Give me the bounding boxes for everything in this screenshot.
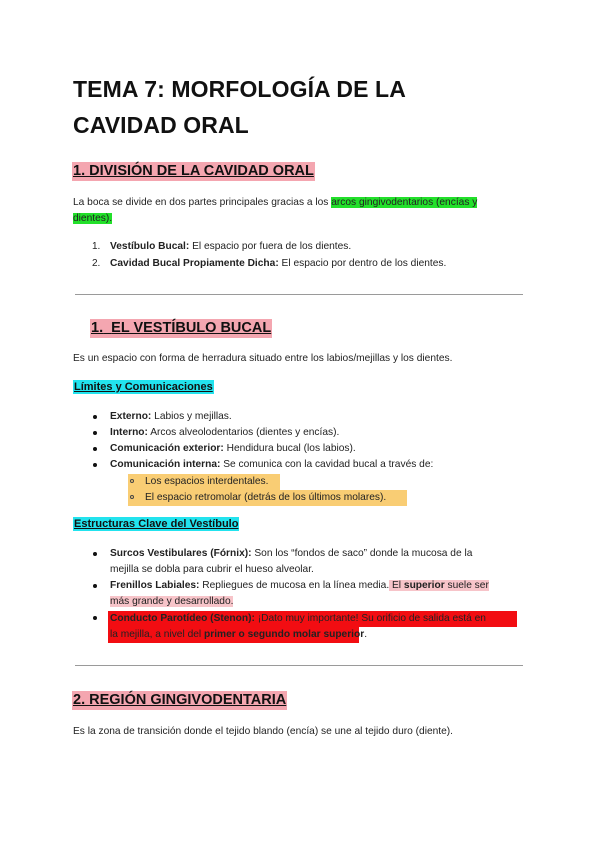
bullet-icon [93,447,97,451]
subheading-estructuras-text: Estructuras Clave del Vestíbulo [74,518,239,530]
sub-item-interdentales: Los espacios interdentales. [145,476,269,487]
section-heading-gingivodentaria [72,693,287,708]
list-item-cavidad [110,259,446,269]
list-item-bold: Comunicación exterior: [110,443,224,454]
subheading-limites [73,382,214,393]
list-item-bold: Cavidad Bucal Propiamente Dicha: [110,258,279,269]
division-intro-highlight-1: arcos gingivodentarios (encías y [331,197,478,208]
page-title-line-1: TEMA 7: MORFOLOGÍA DE LA [73,76,406,102]
divider [75,665,523,666]
divider [75,294,523,295]
bullet-icon [93,552,97,556]
circle-bullet-icon [130,479,134,483]
section-heading-vestibulo [90,321,272,336]
list-item-bold: Conducto Parotídeo (Stenon): [110,613,255,624]
list-item-text: El espacio por fuera de los dientes. [189,241,352,252]
circle-bullet-icon [130,495,134,499]
list-item-text: Labios y mejillas. [151,411,232,422]
section-heading-gingivodentaria-text: 2. REGIÓN GINGIVODENTARIA [73,692,287,708]
frenillos-highlight-bold: superior [403,580,445,591]
list-item-bold: Vestíbulo Bucal: [110,241,190,252]
page-title-line-2: CAVIDAD ORAL [73,112,249,138]
list-item-conducto-continuation [110,630,367,640]
list-item-text: Son los “fondos de saco” donde la mucosa de la [251,548,473,559]
gingivodentaria-intro: Es la zona de transición donde el tejido blando (encía) se une al tejido duro (diente). [73,726,454,737]
frenillos-highlight [389,580,489,591]
division-intro [73,195,523,227]
list-item-bold: Externo: [110,411,152,422]
vestibulo-intro: Es un espacio con forma de herradura situado entre los labios/mejillas y los dientes. [73,353,453,364]
list-item-frenillos-continuation [110,597,233,607]
sub-item-retromolar: El espacio retromolar (detrás de los últimos molares). [145,492,387,503]
list-marker: 1. [92,241,101,252]
division-intro-plain: La boca se divide en dos partes principales gracias a los [73,197,332,208]
list-item-text: Repliegues de mucosa en la línea media. [199,580,390,591]
section-heading-vestibulo-marker: 1. [91,320,104,336]
bullet-icon [93,431,97,435]
list-item-text: El espacio por dentro de los dientes. [278,258,447,269]
list-item-vestibulo [110,242,351,252]
list-item-bold: Frenillos Labiales: [110,580,200,591]
list-item-text: Arcos alveolodentarios (dientes y encías). [147,427,340,438]
frenillos-highlight-pre: El [389,580,404,591]
bullet-icon [93,415,97,419]
list-item-text: Hendidura bucal (los labios). [223,443,356,454]
bullet-icon [93,584,97,588]
frenillos-highlight-line-2: más grande y desarrollado. [110,596,234,607]
list-marker: 2. [92,258,101,269]
section-heading-division [72,164,315,179]
list-item-bold: Interno: [110,427,148,438]
frenillos-highlight-post: suele ser [444,580,489,591]
section-heading-vestibulo-text: EL VESTÍBULO BUCAL [111,320,272,336]
subheading-estructuras [73,519,239,530]
list-item-surcos [110,549,472,559]
list-item-bold: Comunicación interna: [110,459,221,470]
list-item-surcos-continuation: mejilla se dobla para cubrir el hueso alveolar. [110,564,314,575]
conducto-line-2-bold: primer o segundo molar superior [204,629,365,640]
list-item-comunicacion-exterior [110,444,356,454]
section-heading-vestibulo-box [90,319,272,338]
list-item-conducto [110,614,486,624]
subheading-limites-text: Límites y Comunicaciones [74,381,213,393]
bullet-icon [93,616,97,620]
list-item-comunicacion-interna [110,460,433,470]
list-item-bold: Surcos Vestibulares (Fórnix): [110,548,252,559]
bullet-icon [93,463,97,467]
list-item-text: ¡Dato muy importante! Su orificio de salida está en [254,613,486,624]
list-item-frenillos [110,581,489,591]
list-item-interno [110,428,339,438]
list-item-text: Se comunica con la cavidad bucal a través de: [220,459,434,470]
conducto-line-2-post: . [364,629,368,640]
conducto-line-2-pre: la mejilla, a nivel del [110,629,204,640]
section-heading-division-text: 1. DIVISIÓN DE LA CAVIDAD ORAL [73,163,314,179]
division-intro-highlight-2: dientes). [73,213,113,224]
list-item-externo [110,412,232,422]
